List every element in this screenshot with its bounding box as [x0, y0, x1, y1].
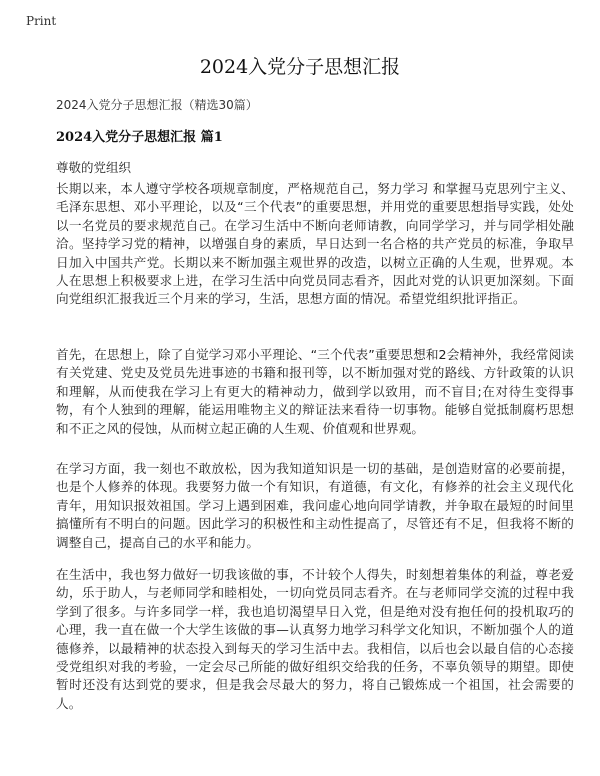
paragraph-2: 首先，在思想上，除了自觉学习邓小平理论、“三个代表”重要思想和2会精神外，我经常阅读有关党建、党史及党员先进事迹的书籍和报刊等，以不断加强对党的路线、方针政策的认识和理解，从而使我在学习上有更大的精神动力，做到学以致用，而不盲目;在对待生变得事物，有个人独到的理解，能运用唯物主义的辩证法来看待一切事物。能够自觉抵制腐朽思想和不正之风的侵蚀，从而树立起正确的人生观、价值观和世界观。 — [56, 347, 574, 436]
print-link[interactable]: Print — [26, 14, 57, 28]
subtitle: 2024入党分子思想汇报（精选30篇） — [56, 98, 258, 112]
paragraph-4: 在生活中，我也努力做好一切我该做的事，不计较个人得失，时刻想着集体的利益，尊老爱幼，乐于助人，与老师同学和睦相处，一切向党员同志看齐。在与老师同学交流的过程中我学到了很多。与许多同学一样，我也追切渴望早日入党，但是绝对没有抱任何的投机取巧的心理，我一直在做一个大学生该做的事—认真努力地学习科学文化知识，不断加强个人的道德修养，以最精神的状态投入到每天的学习生活中去。我相信，以后也会以最自信的心态接受党组织对我的考验，一定会尽己所能的做好组织交给我的任务，不辜负领导的期望。即使暂时还没有达到党的要求，但是我会尽最大的努力，将自己锻炼成一个祖国，社会需要的人。 — [56, 567, 574, 711]
page-title: 2024入党分子思想汇报 — [199, 56, 401, 78]
paragraph-1: 长期以来，本人遵守学校各项规章制度，严格规范自己，努力学习 和掌握马克思列宁主义、毛泽东思想、邓小平理论，以及“三个代表”的重要思想，并用党的重要思想指导实践，处处以一名党员的要求规范自己。在学习生活中不断向老师请教，向同学学习，并与同学相处融洽。坚持学习党的精神，以增强自身的素质，早日达到一名合格的共产党员的标准，争取早日加入中国共产党。长期以来不断加强主观世界的改造，以树立正确的人生观，世界观。本人在思想上积极要求上进，在学习生活中向党员同志看齐，因此对党的认识更加深刻。下面向党组织汇报我近三个月来的学习，生活，思想方面的情况。希望党组织批评指正。 — [56, 181, 574, 307]
paragraph-3: 在学习方面，我一刻也不敢放松，因为我知道知识是一切的基础，是创造财富的必要前提，也是个人修养的体现。我要努力做一个有知识，有道德，有文化，有修养的社会主义现代化青年，用知识报效祖国。学习上遇到困难，我问虚心地向同学请教，并争取在最短的时间里搞懂所有不明白的问题。因此学习的积极性和主动性提高了，尽管还有不足，但我将不断的调整自己，提高自己的水平和能力。 — [56, 461, 574, 550]
section-heading: 2024入党分子思想汇报 篇1 — [56, 130, 223, 145]
greeting: 尊敬的党组织 — [56, 160, 132, 175]
